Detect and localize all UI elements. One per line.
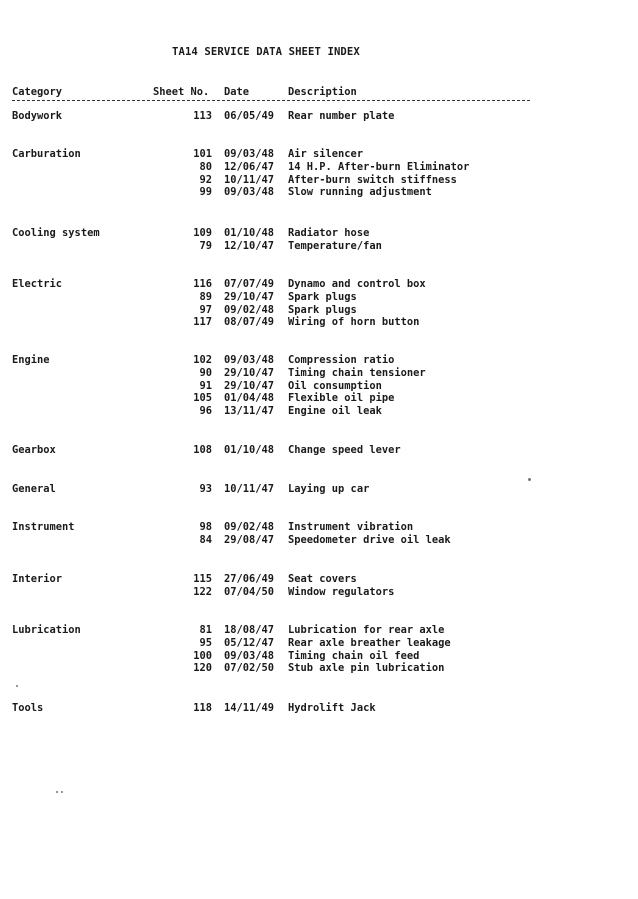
category-label: Carburation <box>12 148 81 160</box>
sheet-date: 05/12/47 <box>224 636 275 649</box>
sheet-number: 113 <box>193 110 212 122</box>
sheet-description: Oil consumption <box>288 379 382 392</box>
index-row <box>0 650 638 663</box>
sheet-number: 89 <box>199 290 212 303</box>
sheet-description: Spark plugs <box>288 290 357 303</box>
index-row <box>0 354 638 367</box>
sheet-number: 79 <box>199 239 212 252</box>
sheet-number: 117 <box>193 316 212 329</box>
sheet-date: 12/06/47 <box>224 160 275 173</box>
scan-speck <box>16 685 18 687</box>
sheet-description: Engine oil leak <box>288 405 382 418</box>
index-row <box>0 444 638 457</box>
sheet-description: Timing chain tensioner <box>288 366 426 379</box>
sheet-date: 14/11/49 <box>224 702 275 714</box>
category-label: Bodywork <box>12 110 63 122</box>
sheet-number: 108 <box>193 444 212 456</box>
index-row <box>0 521 638 534</box>
sheet-number: 118 <box>193 702 212 714</box>
sheet-number: 93 <box>199 483 212 495</box>
sheet-date: 10/11/47 <box>224 173 275 186</box>
sheet-number: 109 <box>193 227 212 239</box>
index-row <box>0 637 638 650</box>
index-row <box>0 227 638 240</box>
sheet-number: 96 <box>199 405 212 418</box>
sheet-number: 97 <box>199 303 212 316</box>
page-title: TA14 SERVICE DATA SHEET INDEX <box>172 46 360 58</box>
sheet-date: 18/08/47 <box>224 624 275 636</box>
category-label: General <box>12 483 56 495</box>
category-label: Tools <box>12 702 44 714</box>
sheet-date: 29/08/47 <box>224 533 275 546</box>
scan-speck <box>528 478 531 481</box>
sheet-number: 91 <box>199 379 212 392</box>
sheet-date: 06/05/49 <box>224 110 275 122</box>
sheet-date: 29/10/47 <box>224 366 275 379</box>
sheet-number: 101 <box>193 148 212 160</box>
sheet-date: 09/02/48 <box>224 521 275 533</box>
index-row <box>0 534 638 547</box>
sheet-number: 98 <box>199 521 212 533</box>
sheet-description: Stub axle pin lubrication <box>288 662 445 675</box>
index-row <box>0 392 638 405</box>
sheet-description: Lubrication for rear axle <box>288 624 445 636</box>
sheet-date: 09/03/48 <box>224 354 275 366</box>
sheet-description: Flexible oil pipe <box>288 392 395 405</box>
index-row <box>0 240 638 253</box>
index-row <box>0 316 638 329</box>
index-row <box>0 367 638 380</box>
index-row <box>0 573 638 586</box>
index-row <box>0 174 638 187</box>
sheet-number: 100 <box>193 649 212 662</box>
sheet-date: 12/10/47 <box>224 239 275 252</box>
category-label: Cooling system <box>12 227 100 239</box>
sheet-date: 27/06/49 <box>224 573 275 585</box>
sheet-description: Rear number plate <box>288 110 395 122</box>
header-sheet-no: Sheet No. <box>153 86 210 98</box>
index-row <box>0 291 638 304</box>
index-row <box>0 405 638 418</box>
sheet-description: Speedometer drive oil leak <box>288 533 451 546</box>
sheet-date: 29/10/47 <box>224 379 275 392</box>
sheet-description: 14 H.P. After-burn Eliminator <box>288 160 470 173</box>
sheet-number: 92 <box>199 173 212 186</box>
category-label: Gearbox <box>12 444 56 456</box>
sheet-number: 80 <box>199 160 212 173</box>
sheet-description: Change speed lever <box>288 444 401 456</box>
sheet-description: Instrument vibration <box>288 521 414 533</box>
index-row <box>0 380 638 393</box>
scan-speck <box>56 791 58 793</box>
sheet-date: 01/10/48 <box>224 227 275 239</box>
sheet-date: 09/03/48 <box>224 148 275 160</box>
sheet-description: Spark plugs <box>288 303 357 316</box>
sheet-date: 01/10/48 <box>224 444 275 456</box>
index-row <box>0 110 638 123</box>
sheet-description: Dynamo and control box <box>288 278 426 290</box>
sheet-date: 08/07/49 <box>224 316 275 329</box>
sheet-description: Wiring of horn button <box>288 316 420 329</box>
sheet-description: Window regulators <box>288 585 395 598</box>
sheet-description: Laying up car <box>288 483 370 495</box>
sheet-description: Seat covers <box>288 573 357 585</box>
sheet-date: 07/07/49 <box>224 278 275 290</box>
sheet-date: 13/11/47 <box>224 405 275 418</box>
index-row <box>0 624 638 637</box>
sheet-date: 10/11/47 <box>224 483 275 495</box>
sheet-date: 09/03/48 <box>224 649 275 662</box>
sheet-date: 07/04/50 <box>224 585 275 598</box>
sheet-description: Radiator hose <box>288 227 370 239</box>
category-label: Instrument <box>12 521 75 533</box>
sheet-number: 102 <box>193 354 212 366</box>
sheet-date: 07/02/50 <box>224 662 275 675</box>
sheet-date: 29/10/47 <box>224 290 275 303</box>
index-row <box>0 278 638 291</box>
sheet-number: 116 <box>193 278 212 290</box>
index-row <box>0 483 638 496</box>
header-description: Description <box>288 86 357 98</box>
sheet-description: Rear axle breather leakage <box>288 636 451 649</box>
index-row <box>0 186 638 199</box>
sheet-number: 122 <box>193 585 212 598</box>
sheet-description: Temperature/fan <box>288 239 382 252</box>
sheet-date: 09/03/48 <box>224 186 275 199</box>
sheet-number: 120 <box>193 662 212 675</box>
sheet-date: 09/02/48 <box>224 303 275 316</box>
sheet-number: 105 <box>193 392 212 405</box>
sheet-number: 81 <box>199 624 212 636</box>
index-row <box>0 586 638 599</box>
category-label: Interior <box>12 573 63 585</box>
sheet-description: Air silencer <box>288 148 364 160</box>
index-row <box>0 702 638 715</box>
sheet-description: Hydrolift Jack <box>288 702 376 714</box>
index-row <box>0 148 638 161</box>
category-label: Engine <box>12 354 50 366</box>
sheet-description: Compression ratio <box>288 354 395 366</box>
header-divider <box>12 100 530 101</box>
sheet-number: 95 <box>199 636 212 649</box>
index-row <box>0 161 638 174</box>
category-label: Electric <box>12 278 63 290</box>
sheet-description: Timing chain oil feed <box>288 649 420 662</box>
header-date: Date <box>224 86 250 98</box>
sheet-date: 01/04/48 <box>224 392 275 405</box>
category-label: Lubrication <box>12 624 81 636</box>
sheet-description: Slow running adjustment <box>288 186 432 199</box>
scan-speck <box>61 791 63 793</box>
sheet-description: After-burn switch stiffness <box>288 173 457 186</box>
sheet-number: 115 <box>193 573 212 585</box>
header-category: Category <box>12 86 63 98</box>
sheet-number: 99 <box>199 186 212 199</box>
index-row <box>0 304 638 317</box>
sheet-number: 90 <box>199 366 212 379</box>
index-row <box>0 662 638 675</box>
sheet-number: 84 <box>199 533 212 546</box>
